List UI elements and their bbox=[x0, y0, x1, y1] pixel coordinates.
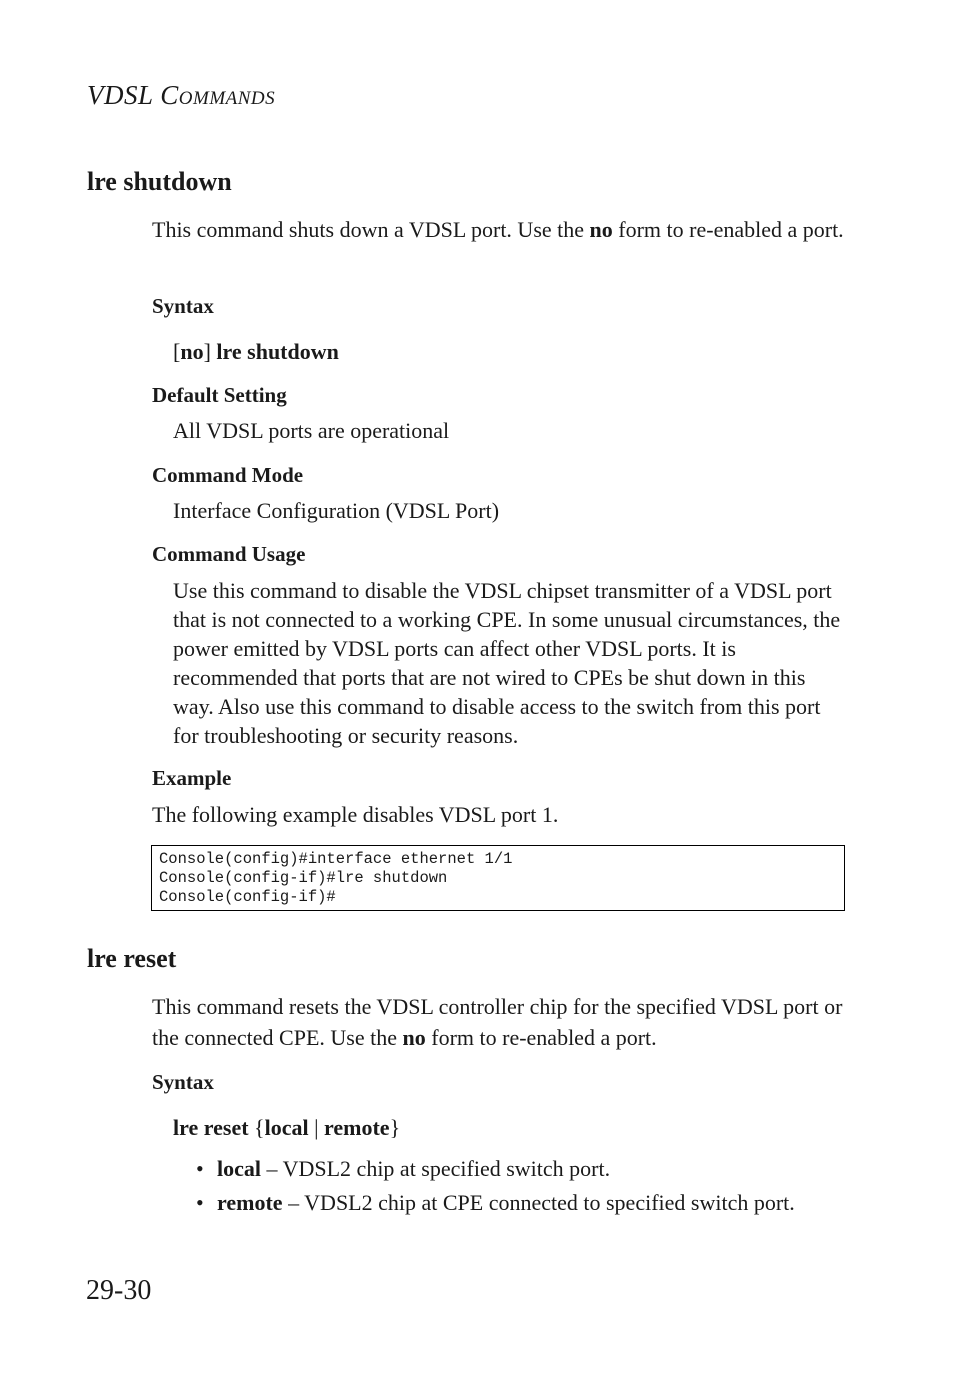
default-setting-text: All VDSL ports are operational bbox=[173, 418, 450, 443]
description-keyword: no bbox=[402, 1025, 426, 1050]
code-line: Console(config-if)#lre shutdown bbox=[159, 869, 448, 887]
default-setting-heading: Default Setting bbox=[152, 383, 287, 407]
example-heading: Example bbox=[152, 766, 232, 790]
running-head-main: VDSL C bbox=[87, 80, 179, 110]
syntax-command: lre reset bbox=[173, 1115, 249, 1140]
description-text: This command resets the VDSL controller chip for the specified VDSL port or the connected CPE. Use the bbox=[152, 994, 843, 1050]
page-number: 29-30 bbox=[86, 1275, 152, 1306]
list-item bbox=[196, 1190, 795, 1216]
running-head-smallcaps: OMMANDS bbox=[178, 88, 276, 109]
description-text: This command shuts down a VDSL port. Use the bbox=[152, 217, 590, 242]
lre-shutdown-syntax bbox=[173, 339, 339, 365]
syntax-bracket-open: [ bbox=[173, 339, 181, 364]
bullet-text: – VDSL2 chip at CPE connected to specified switch port. bbox=[282, 1190, 795, 1215]
bullet-term: local bbox=[217, 1156, 261, 1181]
lre-reset-syntax bbox=[173, 1115, 400, 1141]
command-usage-heading: Command Usage bbox=[152, 542, 306, 566]
description-keyword: no bbox=[589, 217, 613, 242]
lre-reset-description bbox=[152, 991, 847, 1053]
bullet-icon: • bbox=[196, 1156, 204, 1181]
section-title-lre-reset: lre reset bbox=[87, 944, 177, 973]
syntax-option-local: local bbox=[264, 1115, 309, 1140]
command-mode-heading: Command Mode bbox=[152, 463, 304, 487]
syntax-heading: Syntax bbox=[152, 294, 214, 318]
syntax-command: lre shutdown bbox=[216, 339, 339, 364]
command-usage-text: Use this command to disable the VDSL chipset transmitter of a VDSL port that is not connected to a working CPE. In some unusual circumstances, the power emitted by VDSL ports can affect other VDSL ports. It is recommended that ports that are not wired to CPEs be shut down in this way. Also use this command to disable access to the switch from this port for troubleshooting or security reasons. bbox=[173, 578, 841, 748]
section-title-lre-shutdown: lre shutdown bbox=[87, 167, 232, 196]
list-item bbox=[196, 1156, 610, 1182]
bullet-text: – VDSL2 chip at specified switch port. bbox=[261, 1156, 611, 1181]
running-head bbox=[87, 80, 275, 111]
code-example-box bbox=[151, 845, 845, 911]
syntax-brace-open: { bbox=[248, 1115, 265, 1140]
lre-shutdown-description bbox=[152, 214, 847, 245]
syntax-option-no: no bbox=[180, 339, 204, 364]
syntax-brace-close: } bbox=[389, 1115, 401, 1140]
syntax-bracket-close: ] bbox=[203, 339, 217, 364]
command-mode-text: Interface Configuration (VDSL Port) bbox=[173, 498, 500, 523]
description-text-end: form to re-enabled a port. bbox=[612, 217, 844, 242]
example-text: The following example disables VDSL port 1. bbox=[152, 802, 559, 827]
code-line: Console(config)#interface ethernet 1/1 bbox=[159, 850, 513, 868]
syntax-heading: Syntax bbox=[152, 1070, 214, 1094]
bullet-icon: • bbox=[196, 1190, 204, 1215]
syntax-option-remote: remote bbox=[324, 1115, 390, 1140]
syntax-separator: | bbox=[308, 1115, 324, 1140]
bullet-term: remote bbox=[217, 1190, 283, 1215]
description-text-end: form to re-enabled a port. bbox=[425, 1025, 657, 1050]
code-line: Console(config-if)# bbox=[159, 888, 336, 906]
